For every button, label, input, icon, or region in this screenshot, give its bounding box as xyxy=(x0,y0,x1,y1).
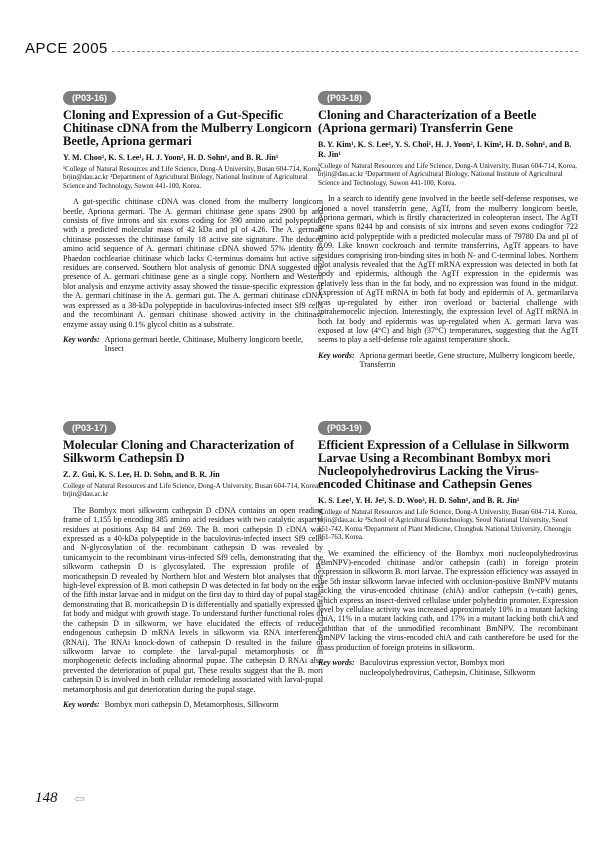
keywords-value: Apriona germari beetle, Gene structure, Mulberry longicorn beetle, Transferrin xyxy=(359,350,575,370)
keywords-label: Key words: xyxy=(63,699,100,709)
article-keywords xyxy=(318,351,578,370)
article-affiliation: ¹College of Natural Resources and Life Science, Dong-A University, Busan 604-714, Korea, brjin@dau.ac.kr ²Department of Agricultural Biology, National Institute of Agricultural Science and Technology, Suwon 441-100, Korea. xyxy=(318,162,577,187)
article-keywords xyxy=(318,658,578,677)
header-divider xyxy=(112,51,578,52)
article-authors: Y. M. Choo¹, K. S. Lee¹, H. J. Yoon², H. D. Sohn¹, and B. R. Jin¹ xyxy=(63,153,279,162)
article-authors: B. Y. Kim¹, K. S. Lee¹, Y. S. Choi¹, H. J. Yoon², I. Kim², H. D. Sohn¹, and B. R. Jin¹ xyxy=(318,140,572,159)
article-title: Molecular Cloning and Characterization of Silkworm Cathepsin D xyxy=(63,438,294,465)
article-title: Cloning and Expression of a Gut-Specific Chitinase cDNA from the Mulberry Longicorn Beetle, Apriona germari xyxy=(63,108,312,148)
article-code: (P03-19) xyxy=(318,421,371,435)
keywords-label: Key words: xyxy=(63,334,100,344)
article-abstract: In a search to identify gene involved in the beetle self-defense responses, we cloned a novel transferrin gene, AgTf, from the mulberry longicorn beetle, Apriona germari, which is firstly characterized in coleopteran insect. The AgTf gene spans 8244 bp and consists of six introns and seven exons codingfor 722 amino acid polypeptide with a predicted molecular mass of 79780 Da and pI of 8.09. Like known cockroach and termite transferrins, AgTf appears to have residues comprising iron-binding sites in both N- and C-terminal lobes. Northern blot analysis revealed that the AgTf mRNA expression was detected in both fat body and epidermis, although the AgTf expression in the epidermis was relatively less than in the fat body, and no expression was found in the midgut. Expression of AgTf mRNA in both fat body and epidermis of A. germarilarva was up-regulated by either iron overload or bacterial challenge with intrahemocelic injection. Interestingly, the expression level of AgTf mRNA in both fat body and epidermis was up-regulated when A. germari larva was exposed at low (4°C) and high (37°C) temperatures, suggesting that the AgTf seems to play a self-defense role against temperature shock. xyxy=(318,194,578,345)
keywords-label: Key words: xyxy=(318,350,355,360)
article-keywords xyxy=(63,335,323,354)
article-authors: K. S. Lee¹, Y. H. Je², S. D. Woo³, H. D. Sohn¹, and B. R. Jin¹ xyxy=(318,496,520,505)
article-code: (P03-18) xyxy=(318,91,371,105)
article-title: Cloning and Characterization of a Beetle (Apriona germari) Transferrin Gene xyxy=(318,108,537,135)
arrow-left-icon: ⇦ xyxy=(74,792,85,807)
article-keywords xyxy=(63,700,323,709)
article-authors: Z. Z. Gui, K. S. Lee, H. D. Sohn, and B. R. Jin xyxy=(63,470,220,479)
keywords-value: Baculovirus expression vector, Bombyx mori nucleopolyhedrovirus, Cathepsin, Chitinase, Silkworm xyxy=(359,658,536,677)
page-number: 148 xyxy=(35,790,58,806)
keywords-value: Bombyx mori cathepsin D, Metamorphosis, Silkworm xyxy=(104,699,279,709)
article-p03-17 xyxy=(63,418,323,709)
article-p03-18 xyxy=(318,88,578,370)
article-affiliation: ¹College of Natural Resources and Life Science, Dong-A University, Busan 604-714, Korea, brjin@dau.ac.kr ²School of Agricultural Biotechnology, Seoul National University, Seoul 151-742, Korea ³Department of Plant Medicine, Chungbuk National University, Cheongju 361-763, Korea. xyxy=(318,508,577,542)
article-p03-19 xyxy=(318,418,578,677)
keywords-value: Apriona germari beetle, Chitinase, Mulberry longicorn beetle, Insect xyxy=(104,334,304,354)
article-abstract: A gut-specific chitinase cDNA was cloned from the mulberry longicorn beetle, Apriona germari. The A. germari chitinase gene spans 2900 bp and consists of five introns and six exons coding for 390 amino acid polypeptide with a predicted molecular mass of 42 kDa and pI of 4.26. The A. germari chitinase possesses the chitinase family 18 active site signature. The deduced amino acid sequence of A. germari chitinase cDNA showed 57% identity to Phaedon cochleariae chitinase which lacks C-terminus domains but active site residues are conserved. Southern blot analysis of genomic DNA suggested the presence of A. germari chitinase gene as a single copy. Northern and Western blot analysis and enzyme activity assay showed the tissue-specific expression of the A. germari chitinase in the A. germari gut. The A. germari chitinase cDNA was expressed as a 38-kDa polypeptide in baculovirus-infected insect Sf9 cells and the recombinant A. germari chitinase showed activity in the chitinase enzyme assay using 0.1% glycol chitin as a substrate. xyxy=(63,197,323,329)
article-abstract: We examined the efficiency of the Bombyx mori nucleopolyhedrovirus (BmNPV)-encoded chitinase and/or cathepsin (cath) in foreign protein expression in silkworm B. mori larvae. The expression efficiency was assayed in the 5th instar silkworm larvae infected with occlusion-positive BmNPV mutants lacking the virus-encoded chitinase (chiA) and/or cathepsin (v-cath) genes, which express an insect-derived cellulase under polyhedrin promoter. Expression level by cellulase activity was increased approximately 10% in a mutant lacking chiA, 11% in a mutant lacking cath, and 17% in a mutant lacking both chiA and cathtthan that of the unmodified recombinant BmNPV. The recombinant BmNPV lacking the virus-encoded chiA and cath cantherefore be used for the mass production of foreign proteins in silkworm. xyxy=(318,548,578,652)
article-code: (P03-16) xyxy=(63,91,116,105)
article-affiliation: ¹College of Natural Resources and Life Science, Dong-A University, Busan 604-714, Korea, brjin@dau.ac.kr ²Department of Agricultural Biology, National Institute of Agricultural Science and Technology, Suwon 441-100, Korea. xyxy=(63,165,322,190)
article-p03-16 xyxy=(63,88,323,354)
article-code: (P03-17) xyxy=(63,421,116,435)
article-abstract: The Bombyx mori silkworm cathepsin D cDNA contains an open reading frame of 1,155 bp encoding 385 amino acid residues with two catalytic aspartyl residues at positions Asp 84 and 269. The B. mori cathepsin D cDNA was expressed as a 40-kDa polypeptide in the baculovirus-infected insect Sf9 cells and N-glycosylation of the recombinant cathepsin D was revealed by tunicamycin to the recombinant virus-infected Sf9 cells, demonstrating that the silkworm cathepsin D is glycosylated. The expression profile of B. moricathepsin D revealed by Northern blot and Western blot analyses that the high-level expression of B. mori cathepsin D was detected in fat body on the end of the fifth instar larvae and in midgut on the first day to third day of pupal stage, demonstrating that B. moricathepsin D is differentially and spatially expressed in fat body and midgut with growth stage. To understand further functional roles of the cathepsin D in silkworm, we have elucidated the effects of reduced endogenous cathepsin D mRNA levels in silkworm via RNA interference (RNAi). The RNAi knock-down of cathepsin D resulted in the failure of silkworm larvae to complete the larval-pupal metamorphosis or in morphogenetic defects including abnormal pupae. The cathepsin D RNAi also prevented the deterioration of pupal gut. These results suggest that the B. mori cathepsin D is involved in both cellular remodeling associated with larval-pupal metamorphosis and gut deterioration during the pupal stage. xyxy=(63,505,323,694)
running-header: APCE 2005 xyxy=(25,40,108,57)
article-affiliation: College of Natural Resources and Life Science, Dong-A University, Busan 604-714, Korea, brjin@dau.ac.kr xyxy=(63,482,320,499)
article-title: Efficient Expression of a Cellulase in Silkworm Larvae Using a Recombinant Bombyx mori Nucleopolyhedrovirus Lacking the Virus-encoded Chitinase and Cathepsin Genes xyxy=(318,438,570,491)
keywords-label: Key words: xyxy=(318,658,355,668)
